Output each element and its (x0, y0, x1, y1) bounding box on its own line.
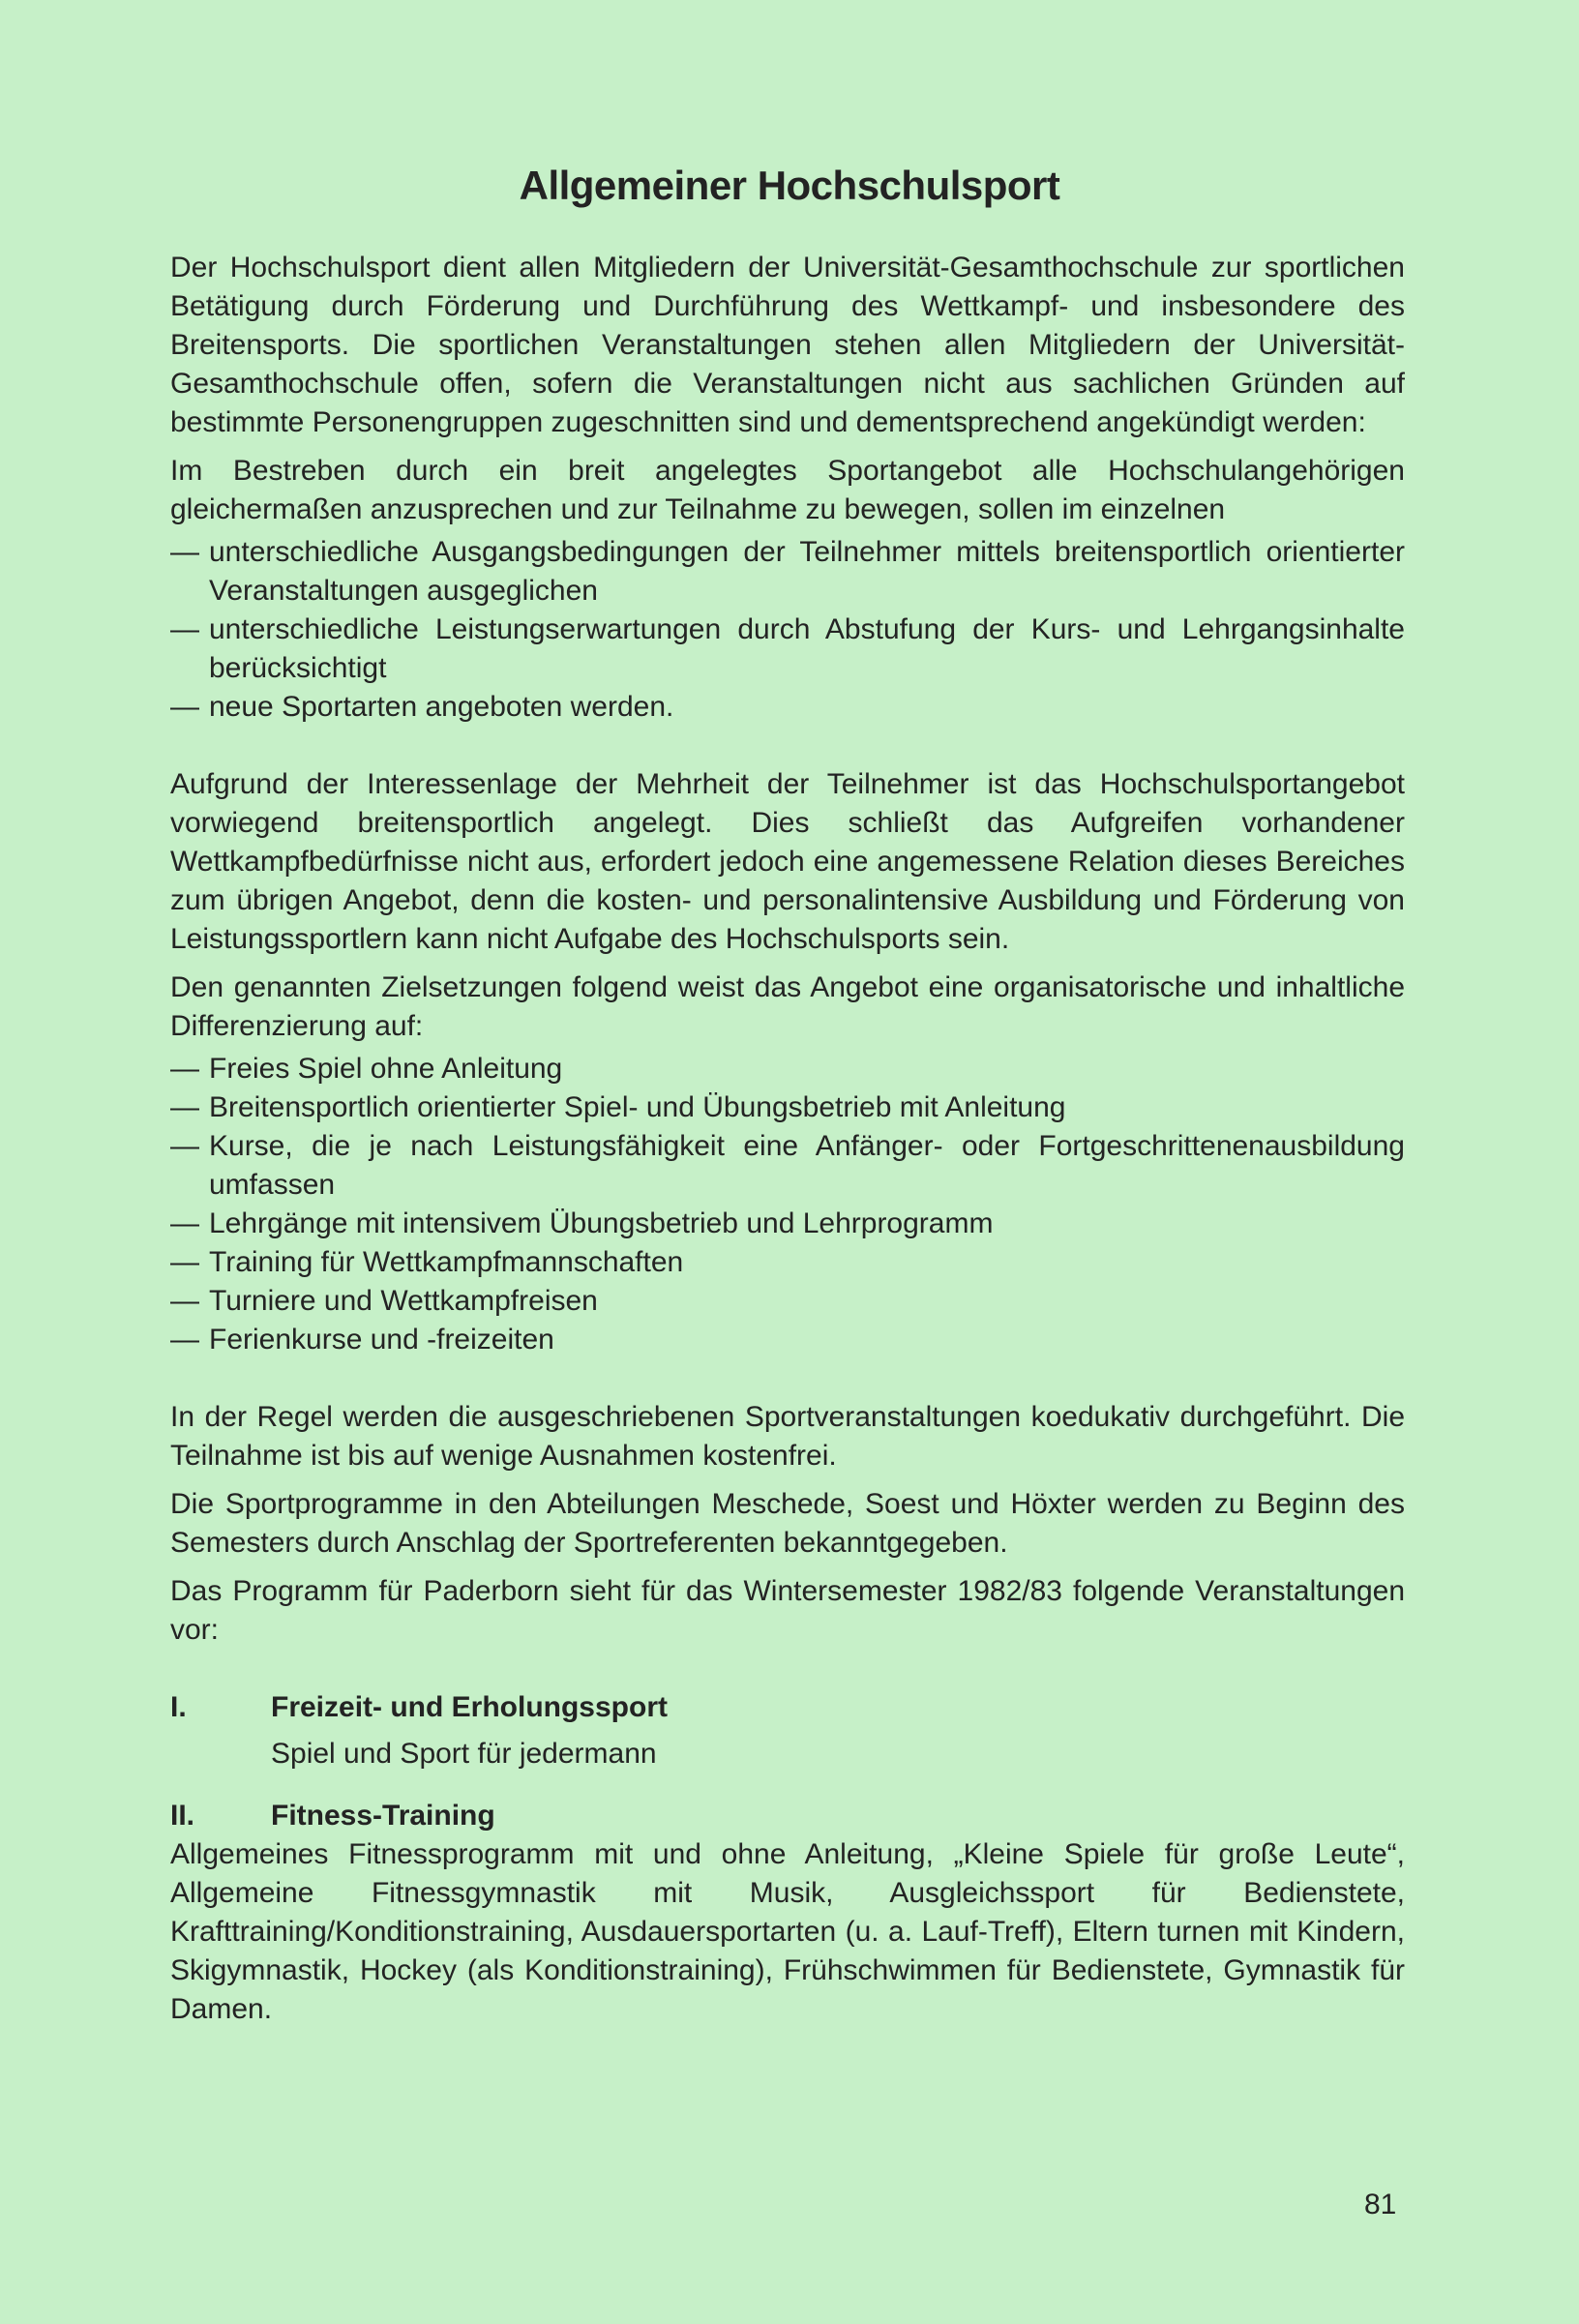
list-item: — Turniere und Wettkampfreisen (170, 1282, 1405, 1321)
offer-list (170, 1050, 1405, 1359)
paragraph-differentiation: Den genannten Zielsetzungen folgend weist das Angebot eine organisatorische und inhaltliche Differenzierung auf: (170, 971, 1405, 1042)
dash-marker: — (170, 536, 199, 568)
dash-marker: — (170, 613, 199, 645)
list-item: — Training für Wettkampfmannschaften (170, 1243, 1405, 1282)
list-item: — Freies Spiel ohne Anleitung (170, 1050, 1405, 1088)
dash-marker: — (170, 1324, 199, 1356)
aims-list (170, 533, 1405, 727)
body-text (170, 249, 1405, 2029)
list-item: — Breitensportlich orientierter Spiel- und Übungsbetrieb mit Anleitung (170, 1088, 1405, 1127)
section-number: II. (170, 1800, 195, 1832)
list-item: — Ferienkurse und -freizeiten (170, 1321, 1405, 1359)
section-title: Freizeit- und Erholungssport (271, 1691, 668, 1723)
section-text: Spiel und Sport für jedermann (271, 1738, 657, 1770)
paragraph-intro: Der Hochschulsport dient allen Mitgliedern der Universität-Gesamthochschule zur sportlichen Betätigung durch Förderung und Durchführung des Wettkampf- und insbesondere des Breitensports. Die sportlichen Veranstaltungen stehen allen Mitgliedern der Universität-Gesamthochschule offen, sofern die Veranstaltungen nicht aus sachlichen Gründen auf bestimmte Personengruppen zugeschnitten sind und dementsprechend angekündigt werden: (170, 252, 1405, 438)
page-number: 81 (1364, 2189, 1397, 2220)
page-title: Allgemeiner Hochschulsport (519, 163, 1060, 208)
section-number: I. (170, 1691, 187, 1723)
section-heading (170, 1797, 1405, 1835)
dash-marker: — (170, 1246, 199, 1278)
dash-marker: — (170, 1207, 199, 1239)
list-item: — Kurse, die je nach Leistungsfähigkeit eine Anfänger- oder Fortgeschrittenenausbildung umfassen (170, 1127, 1405, 1205)
paragraph-departments: Die Sportprogramme in den Abteilungen Meschede, Soest und Höxter werden zu Beginn des Semesters durch Anschlag der Sportreferenten bekanntgegeben. (170, 1488, 1405, 1559)
paragraph-interests: Aufgrund der Interessenlage der Mehrheit der Teilnehmer ist das Hochschulsportangebot vorwiegend breitensportlich angelegt. Dies schließt das Aufgreifen vorhandener Wettkampfbedürfnisse nicht aus, erfordert jedoch eine angemessene Relation dieses Bereiches zum übrigen Angebot, denn die kosten- und personalintensive Ausbildung und Förderung von Leistungssportlern kann nicht Aufgabe des Hochschulsports sein. (170, 768, 1405, 955)
list-item: — neue Sportarten angeboten werden. (170, 688, 1405, 727)
paragraph-coeducation: In der Regel werden die ausgeschriebenen Sportveranstaltungen koedukativ durchgeführt. Die Teilnahme ist bis auf wenige Ausnahmen kostenfrei. (170, 1401, 1405, 1472)
section-leisure (170, 1688, 1405, 1773)
list-item: — Lehrgänge mit intensivem Übungsbetrieb und Lehrprogramm (170, 1205, 1405, 1243)
section-heading (170, 1688, 1405, 1727)
paragraph-aims: Im Bestreben durch ein breit angelegtes Sportangebot alle Hochschulangehörigen gleichermaßen anzusprechen und zur Teilnahme zu bewegen, sollen im einzelnen (170, 455, 1405, 525)
dash-marker: — (170, 1091, 199, 1123)
section-fitness (170, 1797, 1405, 2029)
list-item: — unterschiedliche Ausgangsbedingungen der Teilnehmer mittels breitensportlich orientierter Veranstaltungen ausgeglichen (170, 533, 1405, 611)
dash-marker: — (170, 1053, 199, 1085)
dash-marker: — (170, 691, 199, 723)
section-text: Allgemeines Fitnessprogramm mit und ohne Anleitung, „Kleine Spiele für große Leute“, Allgemeine Fitnessgymnastik mit Musik, Ausgleichssport für Bedienstete, Krafttraining/Konditionstraining, Ausdauersportarten (u. a. Lauf-Treff), Eltern turnen mit Kindern, Skigymnastik, Hockey (als Konditionstraining), Frühschwimmen für Bedienstete, Gymnastik für Damen. (170, 1838, 1405, 2025)
list-item: — unterschiedliche Leistungserwartungen durch Abstufung der Kurs- und Lehrgangsinhalte berücksichtigt (170, 611, 1405, 688)
dash-marker: — (170, 1285, 199, 1317)
paragraph-program: Das Programm für Paderborn sieht für das Wintersemester 1982/83 folgende Veranstaltungen vor: (170, 1575, 1405, 1646)
dash-marker: — (170, 1130, 199, 1162)
section-title: Fitness-Training (271, 1800, 495, 1832)
